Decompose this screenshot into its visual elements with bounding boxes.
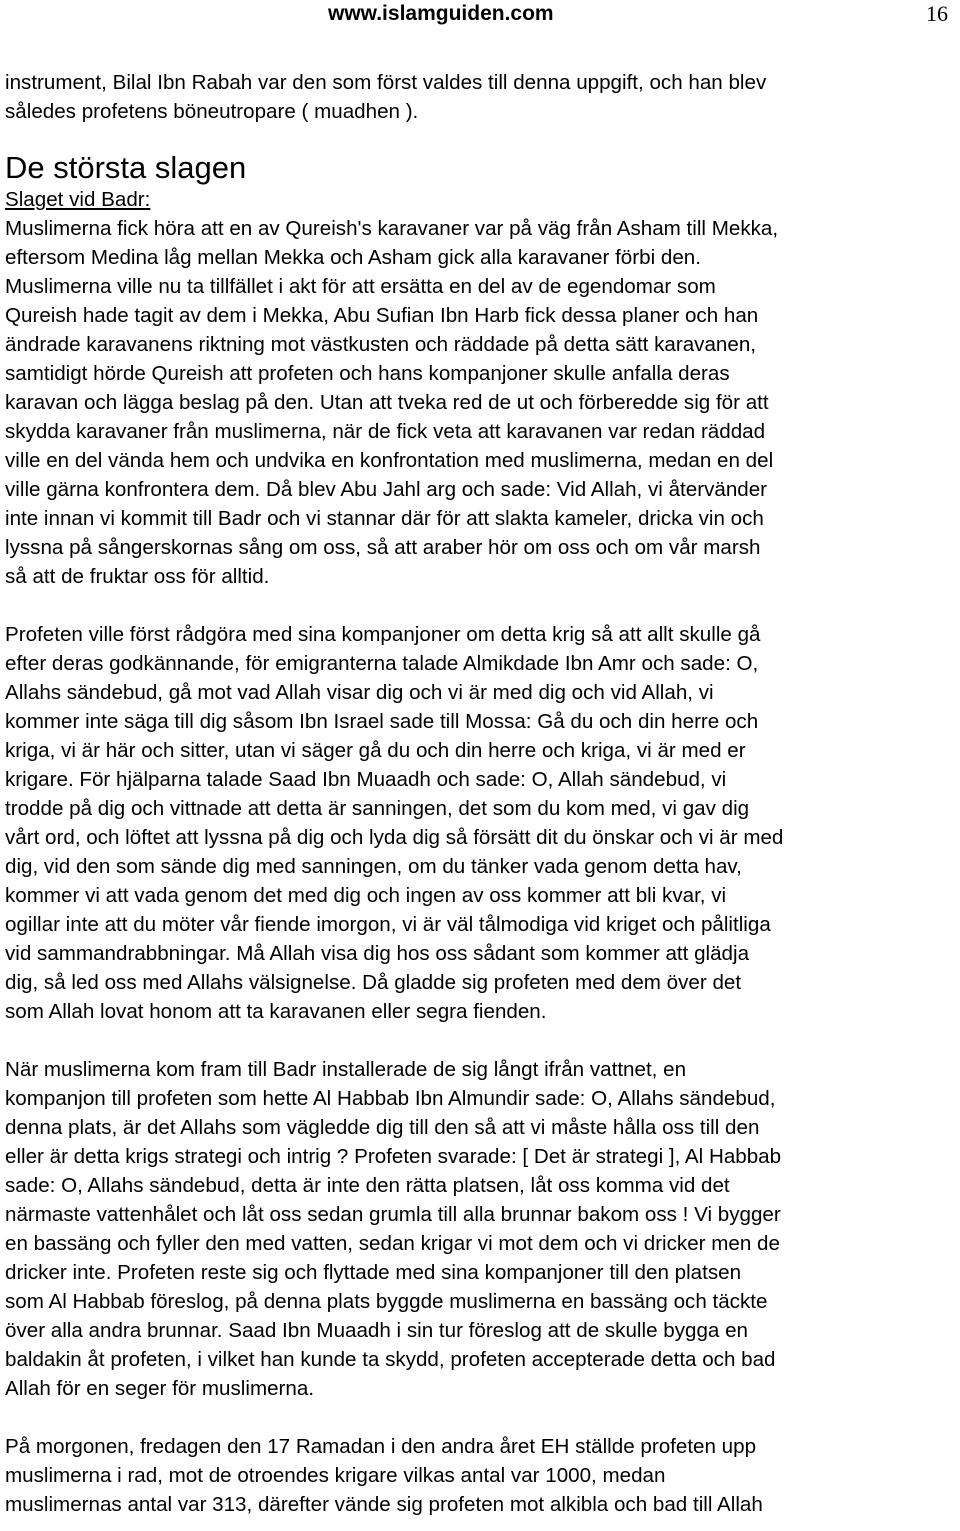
text-line: ville gärna konfrontera dem. Då blev Abu Jahl arg och sade: Vid Allah, vi återvänder bbox=[5, 478, 768, 501]
text-line: så att de fruktar oss för alltid. bbox=[5, 565, 270, 588]
text-line: dricker inte. Profeten reste sig och flyttade med sina kompanjoner till den platsen bbox=[5, 1261, 742, 1284]
text-line: muslimerna i rad, mot de otroendes krigare vilkas antal var 1000, medan bbox=[5, 1464, 666, 1487]
text-line: som Al Habbab föreslog, på denna plats byggde muslimerna en bassäng och täckte bbox=[5, 1290, 768, 1313]
text-line: skydda karavaner från muslimerna, när de fick veta att karavanen var redan räddad bbox=[5, 420, 766, 443]
paragraph-badr-intro bbox=[5, 214, 960, 591]
text-line: inte innan vi kommit till Badr och vi stannar där för att slakta kameler, dricka vin och bbox=[5, 507, 764, 530]
text-line: kommer vi att vada genom det med dig och ingen av oss kommer att bli kvar, vi bbox=[5, 884, 727, 907]
text-line: muslimernas antal var 313, därefter vände sig profeten mot alkibla och bad till Allah bbox=[5, 1493, 763, 1516]
text-line: efter deras godkännande, för emigranterna talade Almikdade Ibn Amr och sade: O, bbox=[5, 652, 759, 675]
text-line: således profetens böneutropare ( muadhen ). bbox=[5, 100, 419, 123]
text-line: sade: O, Allahs sändebud, detta är inte den rätta platsen, låt oss komma vid det bbox=[5, 1174, 730, 1197]
text-line: Muslimerna fick höra att en av Qureish's karavaner var på väg från Asham till Mekka, bbox=[5, 217, 779, 240]
text-line: närmaste vattenhålet och låt oss sedan grumla till alla brunnar bakom oss ! Vi bygger bbox=[5, 1203, 781, 1226]
section-subheading: Slaget vid Badr: bbox=[5, 188, 151, 211]
text-line: trodde på dig och vittnade att detta är sanningen, det som du kom med, vi gav dig bbox=[5, 797, 750, 820]
paragraph-consultation bbox=[5, 620, 960, 1026]
text-line: vid sammandrabbningar. Må Allah visa dig hos oss sådant som kommer att glädja bbox=[5, 942, 750, 965]
text-line: kommer inte säga till dig såsom Ibn Israel sade till Mossa: Gå du och din herre och bbox=[5, 710, 759, 733]
text-line: ville en del vända hem och undvika en konfrontation med muslimerna, medan en del bbox=[5, 449, 774, 472]
site-url-link[interactable]: www.islamguiden.com bbox=[328, 2, 554, 25]
text-line: som Allah lovat honom att ta karavanen eller segra fienden. bbox=[5, 1000, 547, 1023]
text-line: dig, vid den som sände dig med sanningen, om du tänker vada genom detta hav, bbox=[5, 855, 742, 878]
text-line: kriga, vi är här och sitter, utan vi säger gå du och din herre och kriga, vi är med er bbox=[5, 739, 746, 762]
text-line: eftersom Medina låg mellan Mekka och Asham gick alla karavaner förbi den. bbox=[5, 246, 701, 269]
text-line: Allah för en seger för muslimerna. bbox=[5, 1377, 315, 1400]
text-line: Allahs sändebud, gå mot vad Allah visar dig och vi är med dig och vid Allah, vi bbox=[5, 681, 714, 704]
page-number: 16 bbox=[926, 1, 948, 26]
paragraph-spacer bbox=[5, 591, 960, 620]
text-line: krigare. För hjälparna talade Saad Ibn Muaadh och sade: O, Allah sändebud, vi bbox=[5, 768, 727, 791]
page-header bbox=[0, 0, 960, 30]
text-line: över alla andra brunnar. Saad Ibn Muaadh i sin tur föreslog att de skulle bygga en bbox=[5, 1319, 748, 1342]
text-line: en bassäng och fyller den med vatten, sedan krigar vi mot dem och vi dricker men de bbox=[5, 1232, 780, 1255]
text-line: instrument, Bilal Ibn Rabah var den som först valdes till denna uppgift, och han blev bbox=[5, 71, 767, 94]
paragraph-spacer bbox=[5, 1403, 960, 1432]
text-line: dig, så led oss med Allahs välsignelse. Då gladde sig profeten med dem över det bbox=[5, 971, 742, 994]
text-line: denna plats, är det Allahs som vägledde dig till den så att vi måste hålla oss till den bbox=[5, 1116, 760, 1139]
text-line: Profeten ville först rådgöra med sina kompanjoner om detta krig så att allt skulle gå bbox=[5, 623, 761, 646]
text-line: eller är detta krigs strategi och intrig ? Profeten svarade: [ Det är strategi ], Al Habbab bbox=[5, 1145, 782, 1168]
text-line: ändrade karavanens riktning mot västkusten och räddade på detta sätt karavanen, bbox=[5, 333, 756, 356]
text-line: vårt ord, och löftet att lyssna på dig och lyda dig så försätt dit du önskar och vi är med bbox=[5, 826, 784, 849]
text-line: När muslimerna kom fram till Badr installerade de sig långt ifrån vattnet, en bbox=[5, 1058, 687, 1081]
document-body bbox=[5, 68, 960, 1519]
text-line: Muslimerna ville nu ta tillfället i akt för att ersätta en del av de egendomar som bbox=[5, 275, 716, 298]
text-line: ogillar inte att du möter vår fiende imorgon, vi är väl tålmodiga vid kriget och pålitliga bbox=[5, 913, 771, 936]
intro-paragraph bbox=[5, 68, 960, 126]
text-line: Qureish hade tagit av dem i Mekka, Abu Sufian Ibn Harb fick dessa planer och han bbox=[5, 304, 759, 327]
text-line: På morgonen, fredagen den 17 Ramadan i den andra året EH ställde profeten upp bbox=[5, 1435, 757, 1458]
text-line: kompanjon till profeten som hette Al Habbab Ibn Almundir sade: O, Allahs sändebud, bbox=[5, 1087, 776, 1110]
paragraph-spacer bbox=[5, 1026, 960, 1055]
paragraph-morning-battle bbox=[5, 1432, 960, 1519]
section-heading: De största slagen bbox=[5, 150, 247, 185]
text-line: lyssna på sångerskornas sång om oss, så att araber hör om oss och om vår marsh bbox=[5, 536, 761, 559]
text-line: karavan och lägga beslag på den. Utan att tveka red de ut och förberedde sig för att bbox=[5, 391, 769, 414]
text-line: samtidigt hörde Qureish att profeten och hans kompanjoner skulle anfalla deras bbox=[5, 362, 730, 385]
text-line: baldakin åt profeten, i vilket han kunde ta skydd, profeten accepterade detta och bad bbox=[5, 1348, 776, 1371]
paragraph-arrival-at-badr bbox=[5, 1055, 960, 1403]
